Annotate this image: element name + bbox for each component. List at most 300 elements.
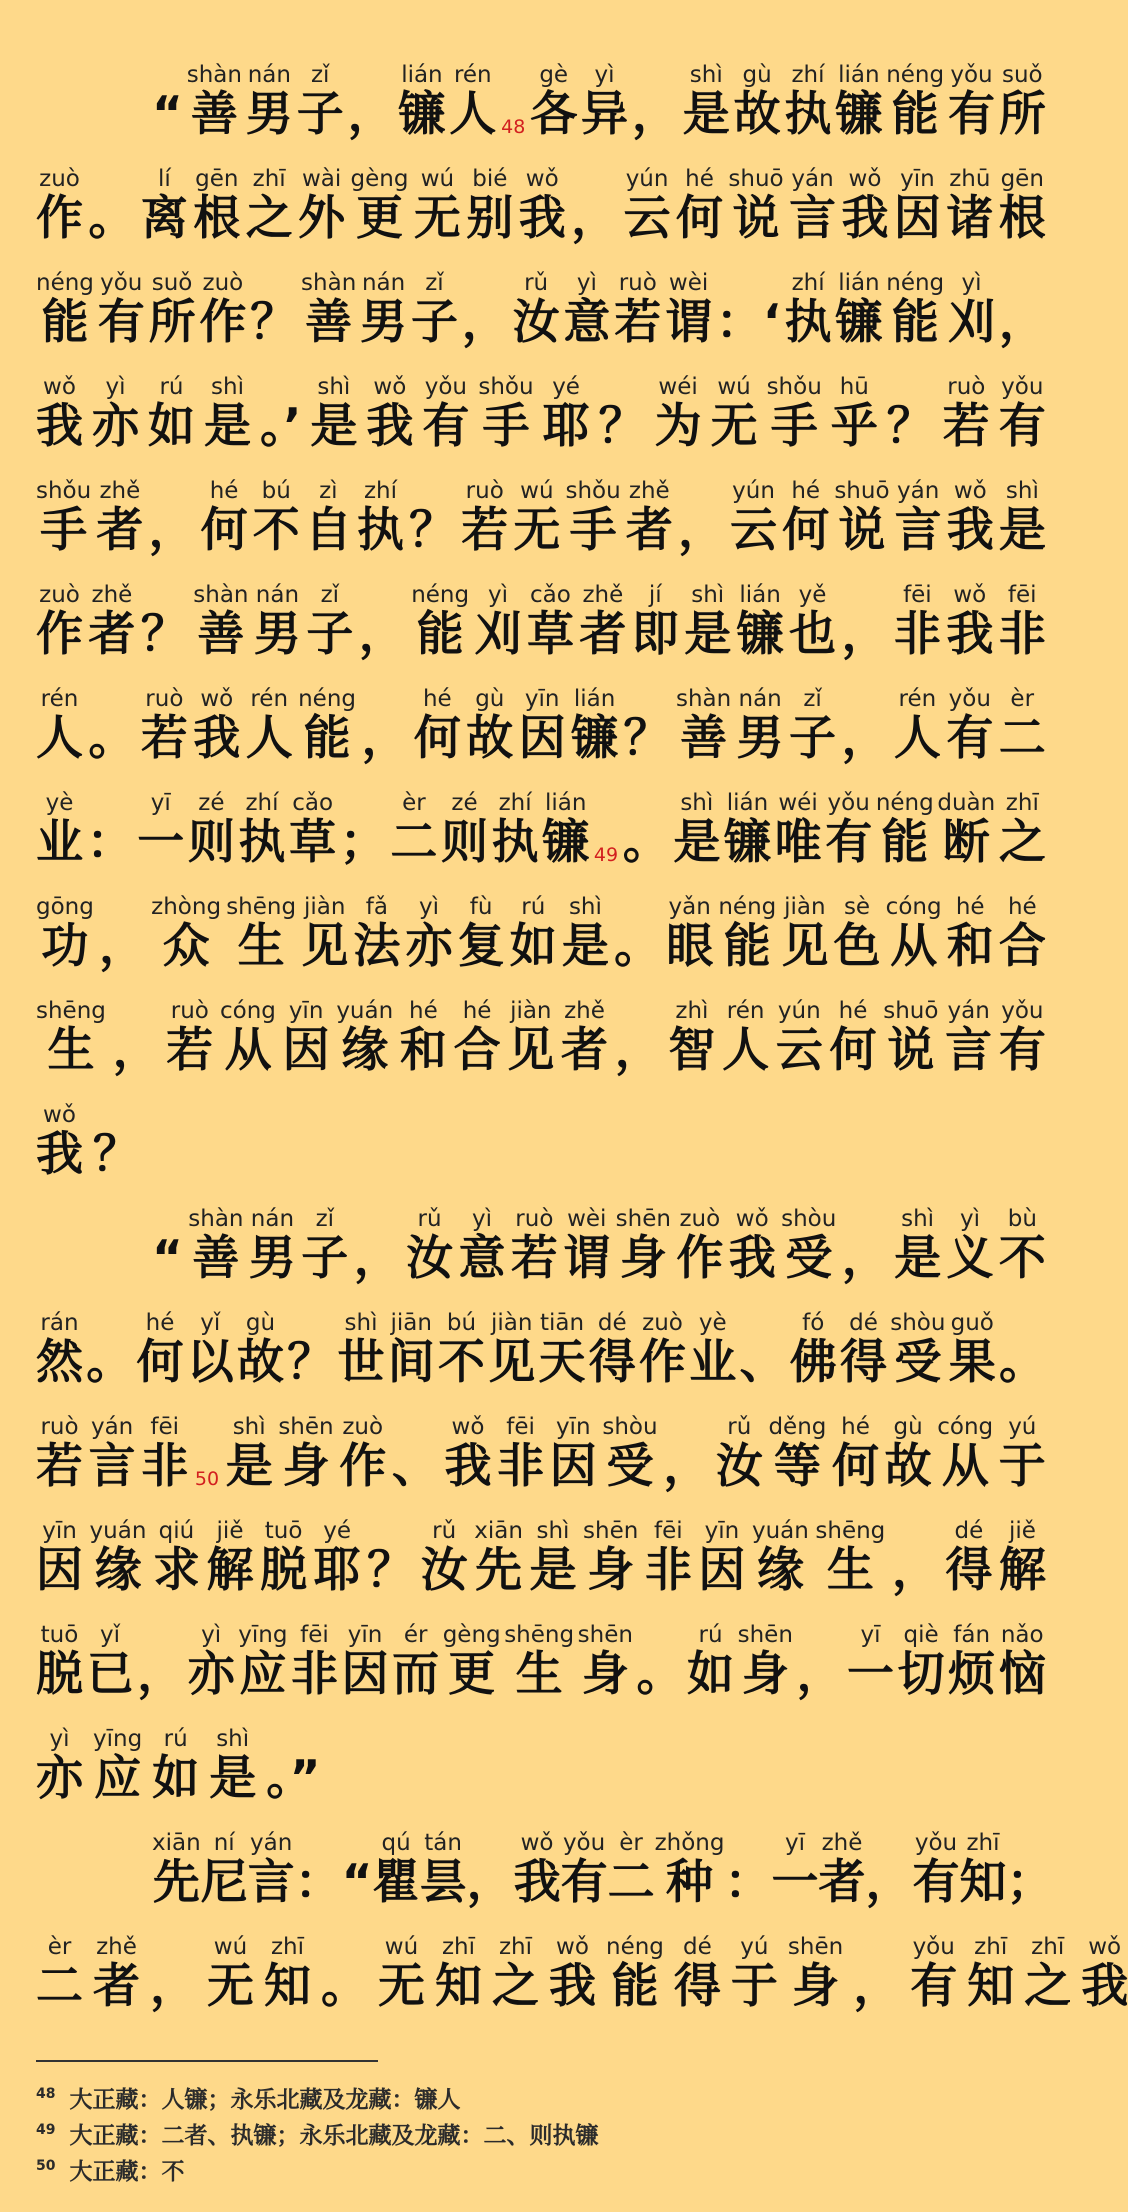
hanzi-with-pinyin: 得dé: [673, 1934, 721, 2014]
punctuation: ，: [841, 1231, 889, 1286]
hanzi-with-pinyin: 因yīn: [282, 998, 330, 1078]
hanzi-with-pinyin: 人rén: [722, 998, 770, 1078]
hanzi-with-pinyin: 身shēn: [577, 1622, 633, 1702]
punctuation: ，: [148, 503, 196, 558]
punctuation: ？: [598, 399, 646, 454]
hanzi-with-pinyin: 无wú: [513, 478, 561, 558]
hanzi-with-pinyin: 汝rǔ: [715, 1414, 763, 1494]
hanzi-with-pinyin: 者zhě: [818, 1830, 866, 1910]
hanzi-with-pinyin: 非fēi: [141, 1414, 189, 1494]
punctuation: ，: [796, 1647, 844, 1702]
punctuation: ？: [886, 399, 934, 454]
hanzi-with-pinyin: 者zhě: [625, 478, 673, 558]
hanzi-with-pinyin: 若ruò: [166, 998, 214, 1078]
hanzi-with-pinyin: 有yǒu: [825, 790, 873, 870]
hanzi-with-pinyin: 有yǒu: [910, 1934, 958, 2014]
paragraph: [36, 34, 1046, 1182]
punctuation: ：“: [294, 1855, 373, 1910]
hanzi-with-pinyin: 刈yì: [947, 270, 995, 350]
hanzi-with-pinyin: 解jiě: [206, 1518, 254, 1598]
hanzi-with-pinyin: 从cóng: [220, 998, 276, 1078]
text-line: [36, 1802, 1054, 1910]
hanzi-with-pinyin: 昙tán: [419, 1830, 467, 1910]
text-line: [36, 1282, 1046, 1390]
hanzi-with-pinyin: 则zé: [441, 790, 488, 870]
hanzi-with-pinyin: 手shǒu: [36, 478, 92, 558]
hanzi-with-pinyin: 能néng: [886, 270, 945, 350]
text-line: [36, 242, 1046, 350]
hanzi-with-pinyin: 能néng: [875, 790, 934, 870]
hanzi-with-pinyin: 何hé: [829, 998, 877, 1078]
hanzi-with-pinyin: 见jiàn: [488, 1310, 536, 1390]
hanzi-with-pinyin: 谓wèi: [563, 1206, 611, 1286]
hanzi-with-pinyin: 子zǐ: [789, 686, 837, 766]
hanzi-with-pinyin: 我wǒ: [36, 1102, 83, 1182]
hanzi-with-pinyin: 耶yé: [542, 374, 590, 454]
hanzi-with-pinyin: 是shì: [204, 374, 251, 454]
hanzi-with-pinyin: 佛fó: [789, 1310, 837, 1390]
hanzi-with-pinyin: 果guǒ: [948, 1310, 996, 1390]
punctuation: 。: [86, 1335, 134, 1390]
hanzi-with-pinyin: 缘yuán: [751, 1518, 809, 1598]
hanzi-with-pinyin: 谓wèi: [665, 270, 713, 350]
hanzi-with-pinyin: 我wǒ: [549, 1934, 596, 2014]
hanzi-with-pinyin: 故gù: [237, 1310, 284, 1390]
punctuation: ，: [631, 87, 679, 142]
footnote-48: [36, 2076, 1046, 2112]
hanzi-with-pinyin: 间jiān: [387, 1310, 435, 1390]
paragraph: [36, 1178, 1046, 1806]
hanzi-with-pinyin: 为wéi: [654, 374, 702, 454]
hanzi-with-pinyin: 身shēn: [583, 1518, 639, 1598]
hanzi-with-pinyin: 生shēng: [815, 1518, 886, 1598]
hanzi-with-pinyin: 何hé: [413, 686, 461, 766]
hanzi-with-pinyin: 云yún: [730, 478, 778, 558]
hanzi-with-pinyin: 若ruò: [461, 478, 509, 558]
hanzi-with-pinyin: 说shuō: [883, 998, 939, 1078]
hanzi-with-pinyin: 何hé: [136, 1310, 184, 1390]
hanzi-with-pinyin: 人rén: [893, 686, 941, 766]
text-line: [36, 138, 1046, 246]
hanzi-with-pinyin: 不bú: [252, 478, 300, 558]
hanzi-with-pinyin: 何hé: [200, 478, 248, 558]
hanzi-with-pinyin: 言yán: [945, 998, 993, 1078]
hanzi-with-pinyin: 何hé: [782, 478, 830, 558]
hanzi-with-pinyin: 我wǒ: [1081, 1934, 1128, 2014]
footnote-ref[interactable]: 49: [593, 844, 619, 866]
punctuation: ，: [137, 1647, 185, 1702]
hanzi-with-pinyin: 手shǒu: [565, 478, 621, 558]
hanzi-with-pinyin: 得dé: [840, 1310, 887, 1390]
hanzi-with-pinyin: 因yīn: [36, 1518, 83, 1598]
hanzi-with-pinyin: 意yì: [563, 270, 611, 350]
hanzi-with-pinyin: 何hé: [832, 1414, 880, 1494]
hanzi-with-pinyin: 非fēi: [497, 1414, 545, 1494]
hanzi-with-pinyin: 亦yì: [187, 1622, 235, 1702]
hanzi-with-pinyin: 云yún: [775, 998, 823, 1078]
hanzi-with-pinyin: 若ruò: [510, 1206, 558, 1286]
hanzi-with-pinyin: 我wǒ: [946, 478, 994, 558]
hanzi-with-pinyin: 世shì: [337, 1310, 385, 1390]
hanzi-with-pinyin: 之zhī: [245, 166, 293, 246]
hanzi-with-pinyin: 是shì: [225, 1414, 273, 1494]
text-line: [36, 866, 1046, 974]
hanzi-with-pinyin: 眼yǎn: [666, 894, 714, 974]
hanzi-with-pinyin: 见jiàn: [507, 998, 555, 1078]
hanzi-with-pinyin: 无wú: [710, 374, 758, 454]
hanzi-with-pinyin: 我wǒ: [513, 1830, 561, 1910]
hanzi-with-pinyin: 执zhí: [784, 270, 832, 350]
hanzi-with-pinyin: 子zǐ: [306, 582, 354, 662]
hanzi-with-pinyin: 一yī: [771, 1830, 819, 1910]
hanzi-with-pinyin: 作zuò: [676, 1206, 724, 1286]
hanzi-with-pinyin: 缘yuán: [336, 998, 394, 1078]
hanzi-with-pinyin: 镰lián: [835, 270, 883, 350]
hanzi-with-pinyin: 而ér: [392, 1622, 440, 1702]
hanzi-with-pinyin: 亦yì: [36, 1726, 83, 1806]
hanzi-with-pinyin: 意yì: [458, 1206, 506, 1286]
punctuation: “: [152, 87, 183, 142]
punctuation: ，: [614, 1023, 662, 1078]
hanzi-with-pinyin: 子zǐ: [296, 62, 344, 142]
hanzi-with-pinyin: 镰lián: [835, 62, 883, 142]
hanzi-with-pinyin: 言yán: [894, 478, 942, 558]
hanzi-with-pinyin: 执zhí: [491, 790, 539, 870]
text-line: [36, 1698, 1046, 1806]
hanzi-with-pinyin: 应yīng: [238, 1622, 288, 1702]
hanzi-with-pinyin: 之zhī: [998, 790, 1046, 870]
footnotes: [36, 2060, 1046, 2184]
hanzi-with-pinyin: 草cǎo: [526, 582, 574, 662]
hanzi-with-pinyin: 言yán: [789, 166, 837, 246]
hanzi-with-pinyin: 镰lián: [736, 582, 784, 662]
hanzi-with-pinyin: 不bù: [998, 1206, 1046, 1286]
hanzi-with-pinyin: 能néng: [298, 686, 357, 766]
hanzi-with-pinyin: 有yǒu: [998, 374, 1046, 454]
hanzi-with-pinyin: 我wǒ: [518, 166, 566, 246]
hanzi-with-pinyin: 受shòu: [890, 1310, 946, 1390]
hanzi-with-pinyin: 有yǒu: [947, 62, 995, 142]
footnote-text: 大正藏：二者、执镰；永乐北藏及龙藏：二、则执镰: [69, 2122, 599, 2149]
punctuation: ，: [112, 1023, 160, 1078]
hanzi-with-pinyin: 者zhě: [579, 582, 627, 662]
hanzi-with-pinyin: 合hé: [453, 998, 501, 1078]
hanzi-with-pinyin: 所suǒ: [148, 270, 196, 350]
hanzi-with-pinyin: 汝rǔ: [512, 270, 560, 350]
hanzi-with-pinyin: 因yīn: [518, 686, 566, 766]
hanzi-with-pinyin: 一yī: [847, 1622, 895, 1702]
hanzi-with-pinyin: 善shàn: [188, 1206, 244, 1286]
hanzi-with-pinyin: 种zhǒng: [654, 1830, 725, 1910]
hanzi-with-pinyin: 镰lián: [542, 790, 590, 870]
hanzi-with-pinyin: 更gèng: [442, 1622, 501, 1702]
punctuation: ，: [466, 1855, 514, 1910]
hanzi-with-pinyin: 镰lián: [398, 62, 446, 142]
hanzi-with-pinyin: 因yīn: [549, 1414, 597, 1494]
text-line: [36, 658, 1046, 766]
hanzi-with-pinyin: 恼nǎo: [998, 1622, 1046, 1702]
hanzi-with-pinyin: 因yīn: [341, 1622, 389, 1702]
paragraph: [36, 1802, 1128, 2014]
hanzi-with-pinyin: 能néng: [36, 270, 94, 350]
hanzi-with-pinyin: 然rán: [36, 1310, 83, 1390]
text-line: [36, 1074, 1046, 1182]
hanzi-with-pinyin: 色sè: [833, 894, 881, 974]
hanzi-with-pinyin: 身shēn: [737, 1622, 793, 1702]
hanzi-with-pinyin: 天tiān: [538, 1310, 586, 1390]
punctuation: ？: [140, 607, 188, 662]
punctuation: ，: [99, 919, 146, 974]
hanzi-with-pinyin: 有yǒu: [97, 270, 145, 350]
punctuation: ？: [367, 1543, 415, 1598]
hanzi-with-pinyin: 人rén: [245, 686, 293, 766]
hanzi-with-pinyin: 之zhī: [1024, 1934, 1072, 2014]
hanzi-with-pinyin: 和hé: [399, 998, 447, 1078]
hanzi-with-pinyin: 是shì: [529, 1518, 577, 1598]
footnote-50: [36, 2148, 1046, 2184]
hanzi-with-pinyin: 作zuò: [199, 270, 247, 350]
hanzi-with-pinyin: 我wǒ: [444, 1414, 492, 1494]
hanzi-with-pinyin: 更gèng: [350, 166, 409, 246]
hanzi-with-pinyin: 二èr: [607, 1830, 655, 1910]
footnote-number: 50: [36, 2158, 56, 2174]
hanzi-with-pinyin: 男nán: [248, 1206, 296, 1286]
punctuation: ，: [361, 711, 409, 766]
hanzi-with-pinyin: 受shòu: [602, 1414, 658, 1494]
punctuation: 、: [391, 1439, 439, 1494]
punctuation: ，: [358, 607, 406, 662]
punctuation: 。: [88, 191, 136, 246]
hanzi-with-pinyin: 是shì: [673, 790, 721, 870]
punctuation: ，: [663, 1439, 711, 1494]
hanzi-with-pinyin: 若ruò: [36, 1414, 83, 1494]
hanzi-with-pinyin: 非fēi: [644, 1518, 692, 1598]
hanzi-with-pinyin: 于yú: [730, 1934, 778, 2014]
hanzi-with-pinyin: 故gù: [733, 62, 781, 142]
hanzi-with-pinyin: 因yīn: [698, 1518, 746, 1598]
hanzi-with-pinyin: 是shì: [561, 894, 609, 974]
hanzi-with-pinyin: 复fù: [457, 894, 505, 974]
punctuation: ，: [841, 711, 889, 766]
hanzi-with-pinyin: 有yǒu: [422, 374, 470, 454]
hanzi-with-pinyin: 善shàn: [675, 686, 732, 766]
hanzi-with-pinyin: 执zhí: [356, 478, 404, 558]
hanzi-with-pinyin: 断duàn: [937, 790, 996, 870]
punctuation: ，: [865, 1855, 913, 1910]
hanzi-with-pinyin: 亦yì: [405, 894, 453, 974]
hanzi-with-pinyin: 智zhì: [668, 998, 716, 1078]
punctuation: ，: [461, 295, 509, 350]
hanzi-with-pinyin: 二èr: [998, 686, 1046, 766]
hanzi-with-pinyin: 非fēi: [998, 582, 1046, 662]
hanzi-with-pinyin: 我wǒ: [36, 374, 83, 454]
text-line: [36, 450, 1046, 558]
hanzi-with-pinyin: 手shǒu: [766, 374, 822, 454]
hanzi-with-pinyin: 无wú: [207, 1934, 254, 2014]
hanzi-with-pinyin: 执zhí: [238, 790, 286, 870]
hanzi-with-pinyin: 缘yuán: [89, 1518, 147, 1598]
hanzi-with-pinyin: 非fēi: [893, 582, 941, 662]
hanzi-with-pinyin: 我wǒ: [946, 582, 994, 662]
hanzi-with-pinyin: 根gēn: [998, 166, 1046, 246]
hanzi-with-pinyin: 刈yì: [474, 582, 522, 662]
hanzi-with-pinyin: 别bié: [466, 166, 514, 246]
hanzi-with-pinyin: 人rén: [449, 62, 497, 142]
footnote-ref[interactable]: 48: [501, 116, 526, 138]
hanzi-with-pinyin: 和hé: [946, 894, 994, 974]
hanzi-with-pinyin: 功gōng: [36, 894, 94, 974]
hanzi-with-pinyin: 若ruò: [942, 374, 990, 454]
text-line: [36, 1594, 1046, 1702]
footnote-text: 大正藏：人镰；永乐北藏及龙藏：镰人: [69, 2086, 461, 2113]
hanzi-with-pinyin: 脱tuō: [36, 1622, 83, 1702]
hanzi-with-pinyin: 有yǒu: [946, 686, 994, 766]
text-line: [36, 34, 1046, 142]
punctuation: 。”: [266, 1751, 321, 1806]
hanzi-with-pinyin: 已yǐ: [86, 1622, 134, 1702]
hanzi-with-pinyin: 善shàn: [301, 270, 357, 350]
text-line: [36, 1906, 1128, 2014]
punctuation: ？: [409, 503, 457, 558]
footnote-number: 48: [36, 2086, 56, 2102]
hanzi-with-pinyin: 是shì: [998, 478, 1046, 558]
punctuation: “: [152, 1231, 183, 1286]
hanzi-with-pinyin: 身shēn: [615, 1206, 671, 1286]
text-line: [36, 1178, 1046, 1286]
hanzi-with-pinyin: 二èr: [36, 1934, 83, 2014]
hanzi-with-pinyin: 所suǒ: [998, 62, 1046, 142]
hanzi-with-pinyin: 先xiān: [152, 1830, 201, 1910]
hanzi-with-pinyin: 汝rǔ: [420, 1518, 468, 1598]
hanzi-with-pinyin: 作zuò: [36, 166, 83, 246]
punctuation: 。: [622, 815, 670, 870]
hanzi-with-pinyin: 乎hū: [830, 374, 878, 454]
hanzi-with-pinyin: 如rú: [148, 374, 195, 454]
punctuation: ，: [150, 1959, 197, 2014]
hanzi-with-pinyin: 切qiè: [897, 1622, 945, 1702]
hanzi-with-pinyin: 镰lián: [571, 686, 619, 766]
hanzi-with-pinyin: 生shēng: [226, 894, 297, 974]
hanzi-with-pinyin: 根gēn: [193, 166, 241, 246]
hanzi-with-pinyin: 瞿qú: [372, 1830, 420, 1910]
hanzi-with-pinyin: 耶yé: [313, 1518, 361, 1598]
footnote-text: 大正藏：不: [69, 2158, 185, 2185]
punctuation: 。: [321, 1959, 368, 2014]
hanzi-with-pinyin: 男nán: [736, 686, 784, 766]
footnote-ref[interactable]: 50: [194, 1468, 220, 1490]
punctuation: ，: [891, 1543, 939, 1598]
hanzi-with-pinyin: 生shēng: [504, 1622, 575, 1702]
punctuation: 、: [739, 1335, 787, 1390]
hanzi-with-pinyin: 生shēng: [36, 998, 106, 1078]
hanzi-with-pinyin: 我wǒ: [193, 686, 241, 766]
hanzi-with-pinyin: 离lí: [140, 166, 188, 246]
hanzi-with-pinyin: 是shì: [682, 62, 730, 142]
punctuation: ，: [998, 295, 1046, 350]
hanzi-with-pinyin: 知zhī: [435, 1934, 482, 2014]
hanzi-with-pinyin: 从cóng: [885, 894, 942, 974]
punctuation: ？: [287, 1335, 335, 1390]
hanzi-with-pinyin: 诸zhū: [946, 166, 994, 246]
text-line: [36, 346, 1046, 454]
scripture-text: [36, 34, 1128, 2014]
hanzi-with-pinyin: 是shì: [209, 1726, 257, 1806]
hanzi-with-pinyin: 子zǐ: [301, 1206, 349, 1286]
hanzi-with-pinyin: 之zhī: [492, 1934, 539, 2014]
hanzi-with-pinyin: 作zuò: [339, 1414, 387, 1494]
punctuation: 。’: [260, 399, 302, 454]
hanzi-with-pinyin: 是shì: [894, 1206, 942, 1286]
hanzi-with-pinyin: 能néng: [411, 582, 470, 662]
hanzi-with-pinyin: 业yè: [689, 1310, 737, 1390]
punctuation: ，: [677, 503, 725, 558]
hanzi-with-pinyin: 解jiě: [998, 1518, 1046, 1598]
hanzi-with-pinyin: 见jiàn: [301, 894, 349, 974]
hanzi-with-pinyin: 不bú: [438, 1310, 485, 1390]
hanzi-with-pinyin: 云yún: [623, 166, 671, 246]
hanzi-with-pinyin: 等děng: [768, 1414, 827, 1494]
hanzi-with-pinyin: 从cóng: [937, 1414, 994, 1494]
hanzi-with-pinyin: 如rú: [152, 1726, 200, 1806]
hanzi-with-pinyin: 镰lián: [723, 790, 771, 870]
hanzi-with-pinyin: 者zhě: [93, 1934, 140, 2014]
punctuation: ，: [571, 191, 619, 246]
hanzi-with-pinyin: 各gè: [530, 62, 578, 142]
hanzi-with-pinyin: 者zhě: [561, 998, 608, 1078]
punctuation: ：‘: [715, 295, 781, 350]
text-line: [36, 1386, 1046, 1494]
hanzi-with-pinyin: 汝rǔ: [406, 1206, 454, 1286]
hanzi-with-pinyin: 合hé: [998, 894, 1046, 974]
punctuation: ：: [86, 815, 134, 870]
hanzi-with-pinyin: 言yán: [247, 1830, 295, 1910]
text-line: [36, 762, 1046, 870]
hanzi-with-pinyin: 有yǒu: [912, 1830, 960, 1910]
hanzi-with-pinyin: 二èr: [390, 790, 438, 870]
hanzi-with-pinyin: 如rú: [509, 894, 557, 974]
hanzi-with-pinyin: 人rén: [36, 686, 83, 766]
hanzi-with-pinyin: 烦fán: [948, 1622, 996, 1702]
hanzi-with-pinyin: 业yè: [36, 790, 83, 870]
punctuation: 。: [88, 711, 136, 766]
hanzi-with-pinyin: 亦yì: [92, 374, 139, 454]
punctuation: ？: [250, 295, 298, 350]
hanzi-with-pinyin: 者zhě: [88, 582, 136, 662]
punctuation: ，: [353, 1231, 401, 1286]
text-line: [36, 1490, 1046, 1598]
text-line: [36, 970, 1046, 1078]
hanzi-with-pinyin: 有yǒu: [998, 998, 1046, 1078]
hanzi-with-pinyin: 是shì: [684, 582, 732, 662]
hanzi-with-pinyin: 知zhī: [967, 1934, 1015, 2014]
hanzi-with-pinyin: 有yǒu: [560, 1830, 608, 1910]
punctuation: ；: [339, 815, 387, 870]
hanzi-with-pinyin: 我wǒ: [841, 166, 889, 246]
hanzi-with-pinyin: 能néng: [606, 1934, 664, 2014]
punctuation: ？: [93, 1127, 140, 1182]
hanzi-with-pinyin: 作zuò: [639, 1310, 686, 1390]
punctuation: 。: [998, 1335, 1046, 1390]
punctuation: ；: [1006, 1855, 1054, 1910]
punctuation: 。: [636, 1647, 684, 1702]
hanzi-with-pinyin: 能néng: [718, 894, 777, 974]
hanzi-with-pinyin: 非fēi: [291, 1622, 338, 1702]
hanzi-with-pinyin: 因yīn: [893, 166, 941, 246]
hanzi-with-pinyin: 能néng: [886, 62, 945, 142]
punctuation: ？: [623, 711, 671, 766]
punctuation: ，: [853, 1959, 901, 2014]
hanzi-with-pinyin: 身shēn: [787, 1934, 844, 2014]
